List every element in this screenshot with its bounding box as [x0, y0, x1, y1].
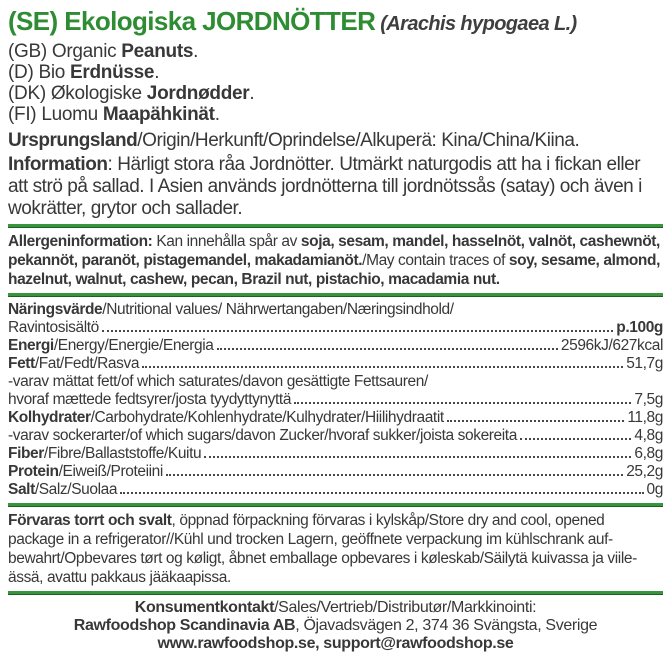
saturates-value: 7,5g [634, 391, 663, 408]
nutrition-header-text: /Nutritional values/ Nährwertangaben/Næringsindhold/ [102, 301, 454, 318]
language-name-list [8, 41, 663, 125]
product-name-danish: Jordnødder [146, 83, 250, 104]
nutrition-row-energy [8, 337, 663, 355]
fat-value: 51,7g [626, 355, 663, 372]
nutrition-header-label: Näringsvärde [8, 301, 103, 318]
nutrition-row-label [8, 355, 139, 373]
information-paragraph [8, 154, 663, 220]
fiber-value: 6,8g [634, 445, 663, 462]
nutrition-header-line2 [8, 319, 663, 337]
saturates-cont: hvoraf mættede fedtsyrer/josta tyydyttynyttä [8, 391, 292, 408]
dotted-leader [294, 400, 631, 404]
contact-roles-line [8, 599, 663, 617]
row-label-bold: Fett [8, 355, 35, 372]
nutrition-row-label [8, 337, 214, 355]
nutrition-row-fiber [8, 445, 663, 463]
lang-line-fi [8, 104, 663, 125]
nutrition-row-salt [8, 481, 663, 499]
nutrition-row-label [8, 409, 444, 427]
salt-value: 0g [646, 481, 663, 498]
page-title [8, 6, 663, 39]
lang-line-dk [8, 83, 663, 104]
nutrition-header-line1 [8, 301, 663, 319]
row-label-bold: Energi [8, 337, 54, 354]
website-and-email: www.rawfoodshop.se, support@rawfoodshop.se [157, 635, 514, 652]
protein-value: 25,2g [626, 463, 663, 480]
nutrition-row-protein [8, 463, 663, 481]
product-name-german: Erdnüsse [70, 62, 155, 83]
sugars-value: 4,8g [634, 427, 663, 444]
green-divider [8, 591, 663, 595]
lang-line-de [8, 62, 663, 83]
green-divider [8, 293, 663, 297]
origin-label: Ursprungsland [8, 130, 138, 151]
dotted-leader [102, 328, 613, 332]
company-name: Rawfoodshop Scandinavia AB [73, 617, 296, 634]
contact-roles-text: /Sales/Vertrieb/Distributør/Markkinointi: [274, 599, 537, 616]
row-label-text: /Salz/Suolaa [34, 481, 118, 498]
company-address: , Öjavadsvägen 2, 374 36 Svängsta, Sverige [295, 617, 598, 634]
product-name-swedish: (SE) Ekologiska JORDNÖTTER [8, 6, 376, 36]
lang-line-gb [8, 41, 663, 62]
nutrition-row-label [8, 481, 117, 499]
storage-label: Förvaras torrt och svalt [8, 512, 172, 529]
nutrition-row-header [8, 301, 663, 337]
lang-suffix: . [214, 104, 220, 125]
storage-text: , öppnad förpackning förvaras i kylskåp/Store dry and cool, opened package in a refrigerator//Kühl und trocken Lagern, geöffnete verpackung im kühlschrank auf-bewahrt/Opbevares tørt og køligt, åbnet emballage opbevares i køleskab/Säilytä kuivassa ja viile-ässä, avattu pakkaus jääkaapissa. [8, 512, 637, 586]
lang-suffix: . [154, 62, 160, 83]
lang-prefix: (FI) Luomu [8, 104, 103, 125]
allergen-label: Allergeninformation: [8, 233, 153, 250]
dotted-leader [166, 472, 623, 476]
product-name-english: Peanuts [121, 41, 194, 62]
row-label-bold: Fiber [8, 445, 44, 462]
row-label-text: /Eiweiß/Proteiini [58, 463, 163, 480]
dotted-leader [142, 364, 623, 368]
allergen-paragraph [8, 232, 663, 289]
row-label-text: /Fat/Fedt/Rasva [34, 355, 140, 372]
dotted-leader [204, 454, 631, 458]
contact-section [8, 599, 663, 653]
nutrition-row-saturates [8, 373, 663, 409]
contact-label: Konsumentkontakt [134, 599, 275, 616]
row-label-text: -varav sockerarter/of which sugars/davon Zucker/hvoraf sukker/joista sokereita [8, 427, 517, 444]
allergen-text-sv: Kan innehålla spår av [152, 233, 301, 250]
contact-address-line [8, 617, 663, 635]
allergen-list-sv: soja, sesam, mandel, hasselnöt, valnöt, cashewnöt, pekannöt, paranöt, pistagemandel, makadamianöt. [8, 233, 660, 269]
dotted-leader [520, 436, 631, 440]
row-label-text: -varav mättat fett/of which saturates/davon gesättigte Fettsauren/ [8, 373, 428, 390]
saturates-line2 [8, 391, 663, 409]
saturates-line1 [8, 373, 663, 391]
row-label-text: /Fibre/Ballaststoffe/Kuitu [43, 445, 202, 462]
product-name-finnish: Maapähkinät [102, 104, 215, 125]
information-text: : Härligt stora råa Jordnötter. Utmärkt naturgodis att ha i fickan eller att strö på sallad. I Asien används jordnötterna till jordnötssås (satay) och även i wokrätter, grytor och sallader. [8, 154, 642, 219]
row-label-bold: Salt [8, 481, 35, 498]
dotted-leader [120, 490, 643, 494]
nutrition-table [8, 301, 663, 499]
contact-web-line [8, 635, 663, 653]
row-label-text: /Carbohydrate/Kohlenhydrate/Kulhydrater/Hiilihydraatit [90, 409, 444, 426]
nutrition-row-fat [8, 355, 663, 373]
nutrition-header-value: p.100g [616, 319, 663, 336]
lang-prefix: (D) Bio [8, 62, 70, 83]
nutrition-row-label [8, 445, 201, 463]
nutrition-row-carbohydrate [8, 409, 663, 427]
allergen-text-en: /May contain traces of [362, 252, 509, 269]
green-divider [8, 503, 663, 507]
nutrition-header-cont: Ravintosisältö [8, 319, 99, 336]
allergen-list-en: soy, sesame, almond, hazelnut, walnut, cashew, pecan, Brazil nut, pistachio, macadamia nut. [8, 252, 660, 288]
lang-suffix: . [193, 41, 199, 62]
nutrition-row-sugars [8, 427, 663, 445]
latin-species-name: (Arachis hypogaea L.) [380, 13, 577, 35]
information-label: Information [8, 154, 108, 175]
origin-line [8, 130, 663, 152]
carbohydrate-value: 11,8g [627, 409, 663, 426]
lang-suffix: . [249, 83, 255, 104]
row-label-bold: Protein [8, 463, 59, 480]
lang-prefix: (GB) Organic [8, 41, 122, 62]
dotted-leader [217, 346, 558, 350]
lang-prefix: (DK) Økologiske [8, 83, 147, 104]
nutrition-row-label [8, 463, 163, 481]
dotted-leader [447, 418, 625, 422]
energy-value: 2596kJ/627kcal [560, 337, 663, 354]
storage-paragraph [8, 511, 663, 587]
row-label-text: /Energy/Energie/Energia [53, 337, 214, 354]
green-divider [8, 224, 663, 228]
origin-text: /Origin/Herkunft/Oprindelse/Alkuperä: Kina/China/Kiina. [137, 130, 580, 151]
row-label-bold: Kolhydrater [8, 409, 91, 426]
